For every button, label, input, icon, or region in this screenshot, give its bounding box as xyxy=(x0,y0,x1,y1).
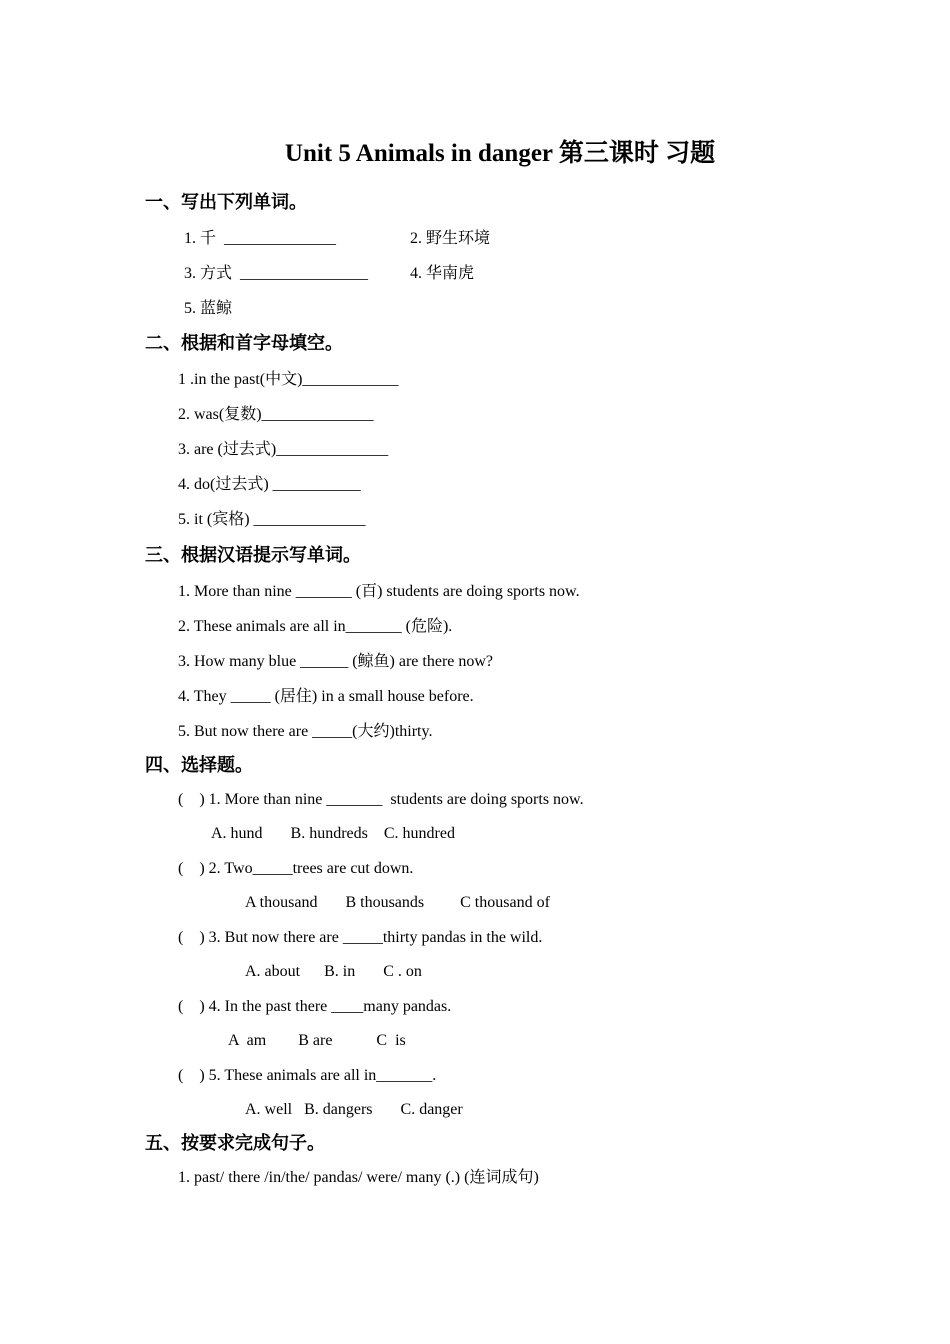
s4-question-2-options: A thousand B thousands C thousand of xyxy=(245,894,550,911)
s2-item-4: 4. do(过去式) ___________ xyxy=(178,476,361,493)
page-title: Unit 5 Animals in danger 第三课时 习题 xyxy=(284,140,716,167)
s2-item-1: 1 .in the past(中文)____________ xyxy=(178,371,399,388)
section-3-heading: 三、根据汉语提示写单词。 xyxy=(145,545,361,566)
s4-question-2: ( ) 2. Two_____trees are cut down. xyxy=(178,860,414,877)
s3-item-2: 2. These animals are all in_______ (危险). xyxy=(178,618,453,635)
s3-item-4: 4. They _____ (居住) in a small house before. xyxy=(178,688,474,705)
s1-item-2: 2. 野生环境 xyxy=(410,230,491,247)
s4-question-5: ( ) 5. These animals are all in_______. xyxy=(178,1067,437,1084)
s5-item-1: 1. past/ there /in/the/ pandas/ were/ many (.) (连词成句) xyxy=(178,1169,539,1186)
s3-item-3: 3. How many blue ______ (鲸鱼) are there now? xyxy=(178,653,494,670)
s2-item-3: 3. are (过去式)______________ xyxy=(178,441,389,458)
s4-question-5-options: A. well B. dangers C. danger xyxy=(245,1101,463,1118)
section-4-heading: 四、选择题。 xyxy=(145,755,253,776)
section-2-heading: 二、根据和首字母填空。 xyxy=(145,333,343,354)
s1-item-3: 3. 方式 ________________ xyxy=(184,265,369,282)
s3-item-5: 5. But now there are _____(大约)thirty. xyxy=(178,723,433,740)
s1-item-5: 5. 蓝鲸 xyxy=(184,300,233,317)
s4-question-3-options: A. about B. in C . on xyxy=(245,963,422,980)
s4-question-1-options: A. hund B. hundreds C. hundred xyxy=(211,825,455,842)
s4-question-4: ( ) 4. In the past there ____many pandas. xyxy=(178,998,452,1015)
s1-item-4: 4. 华南虎 xyxy=(410,265,475,282)
section-5-heading: 五、按要求完成句子。 xyxy=(145,1133,325,1154)
s3-item-1: 1. More than nine _______ (百) students are doing sports now. xyxy=(178,583,580,600)
s4-question-1: ( ) 1. More than nine _______ students are doing sports now. xyxy=(178,791,584,808)
s4-question-3: ( ) 3. But now there are _____thirty pandas in the wild. xyxy=(178,929,543,946)
s2-item-2: 2. was(复数)______________ xyxy=(178,406,374,423)
s1-item-1: 1. 千 ______________ xyxy=(184,230,337,247)
s2-item-5: 5. it (宾格) ______________ xyxy=(178,511,366,528)
s4-question-4-options: A am B are C is xyxy=(228,1032,406,1049)
section-1-heading: 一、写出下列单词。 xyxy=(145,192,307,213)
